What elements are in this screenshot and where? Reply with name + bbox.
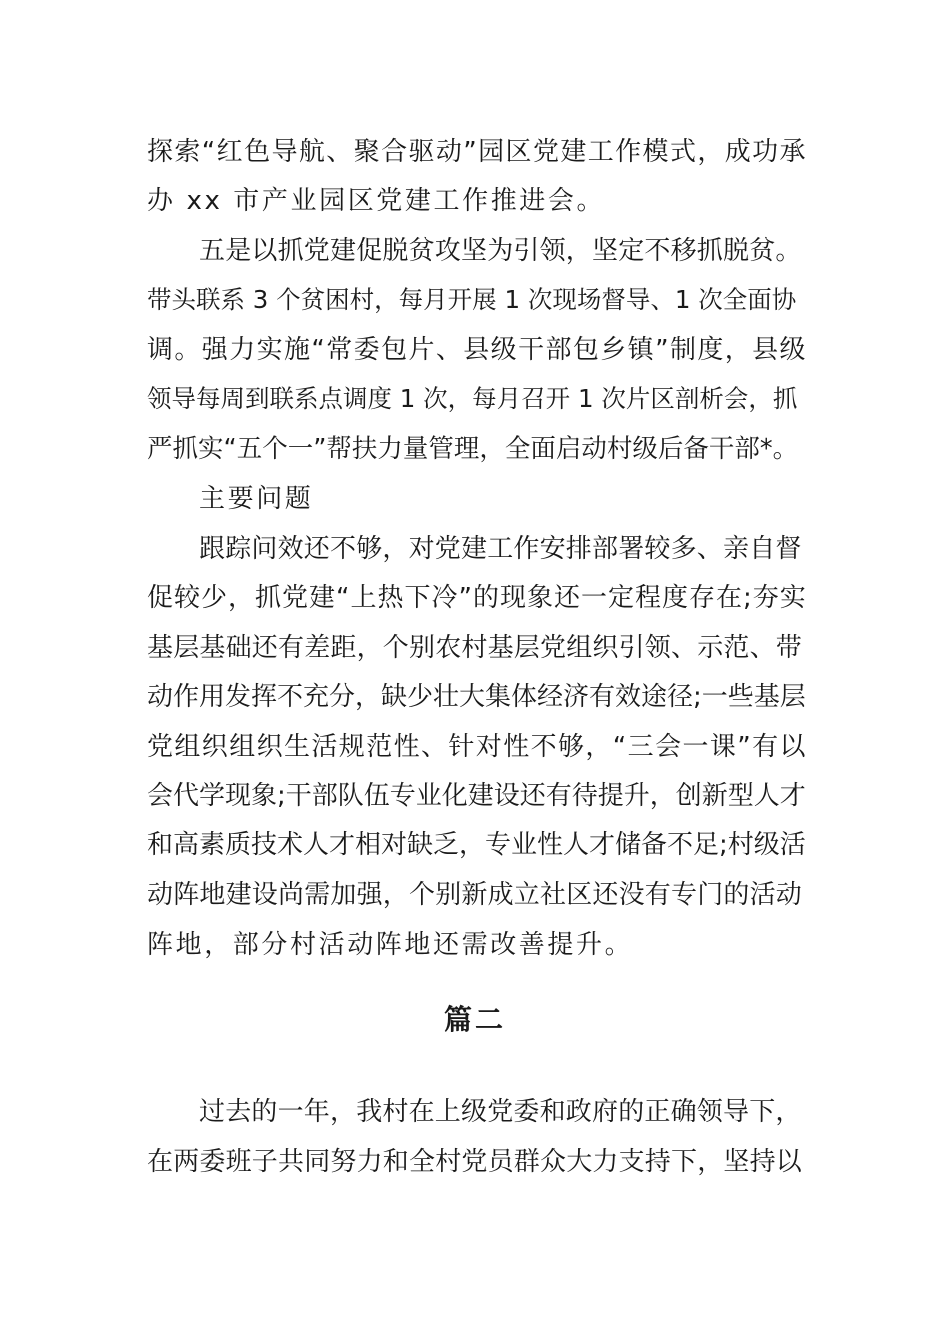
text-line: 严抓实“五个一”帮扶力量管理，全面启动村级后备干部*。	[147, 434, 799, 464]
text-line: 基层基础还有差距，个别农村基层党组织引领、示范、带	[147, 633, 803, 663]
text-line: 动作用发挥不充分，缺少壮大集体经济有效途径;一些基层	[147, 682, 806, 712]
text-line: 在两委班子共同努力和全村党员群众大力支持下，坚持以	[147, 1147, 803, 1177]
text-line: 会代学现象;干部队伍专业化建设还有待提升，创新型人才	[147, 781, 806, 811]
text-line: 带头联系 3 个贫困村，每月开展 1 次现场督导、1 次全面协	[147, 285, 797, 314]
text-line: 促较少，抓党建“上热下冷”的现象还一定程度存在;夯实	[147, 583, 807, 613]
text-line: 动阵地建设尚需加强，个别新成立社区还没有专门的活动	[147, 880, 803, 910]
text-line: 五是以抓党建促脱贫攻坚为引领，坚定不移抓脱贫。	[199, 236, 802, 266]
text-line: 跟踪问效还不够，对党建工作安排部署较多、亲自督	[199, 534, 802, 564]
text-line: 调。强力实施“常委包片、县级干部包乡镇”制度，县级	[147, 335, 807, 365]
section-title: 篇二	[443, 1003, 506, 1036]
text-line: 党组织组织生活规范性、针对性不够，“三会一课”有以	[147, 732, 807, 762]
text-line: 阵地，部分村活动阵地还需改善提升。	[147, 930, 634, 960]
text-line: 探索“红色导航、聚合驱动”园区党建工作模式，成功承	[147, 137, 807, 167]
text-line: 领导每周到联系点调度 1 次，每月召开 1 次片区剖析会，抓	[147, 384, 798, 413]
text-line: 和高素质技术人才相对缺乏，专业性人才储备不足;村级活	[147, 830, 806, 860]
text-line: 办 xx 市产业园区党建工作推进会。	[147, 186, 606, 216]
subheading: 主要问题	[199, 484, 314, 514]
text-line: 过去的一年，我村在上级党委和政府的正确领导下，	[199, 1097, 802, 1127]
